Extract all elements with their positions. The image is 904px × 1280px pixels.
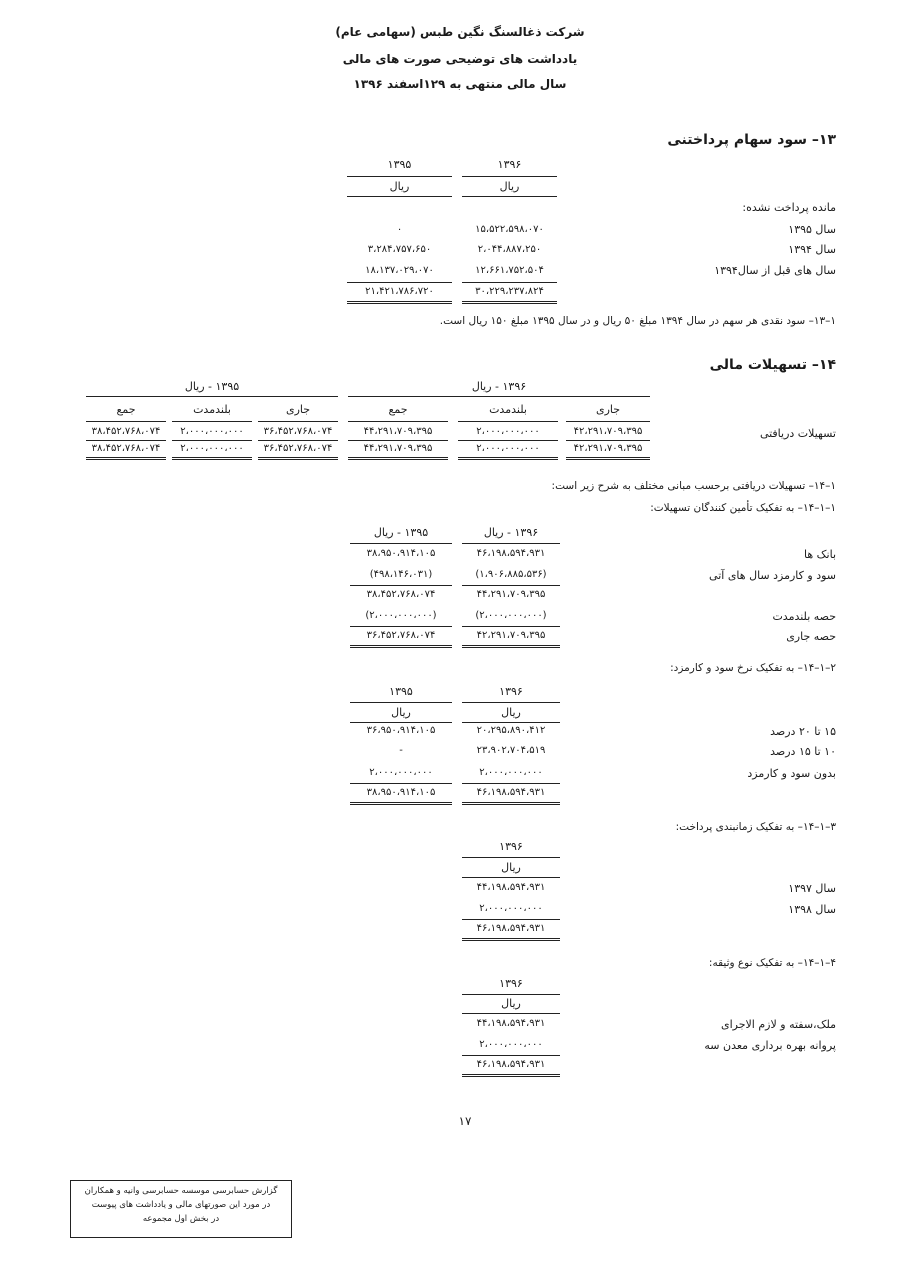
t3-total: ۴۶،۱۹۸،۵۹۴،۹۳۱ (476, 923, 546, 934)
s13-remain-label: مانده پرداخت نشده: (742, 201, 836, 214)
s14-note-1-4: ۴–۱–۱۴– به تفکیک نوع وثیقه: (708, 957, 836, 969)
report-subtitle: یادداشت های توضیحی صورت های مالی (342, 52, 578, 66)
s13-note: ۱–۱۳– سود نقدی هر سهم در سال ۱۳۹۴ مبلغ ۵۰ ریال و در سال ۱۳۹۵ مبلغ ۱۵۰ ریال است. (439, 315, 836, 327)
t4-value: ۴۴،۱۹۸،۵۹۴،۹۳۱ (476, 1018, 546, 1029)
s14-1395-long: ۲،۰۰۰،۰۰۰،۰۰۰ (180, 443, 244, 454)
t3-unit: ریال (501, 861, 521, 874)
s14-1395-total: ۳۸،۴۵۲،۷۶۸،۰۷۴ (91, 426, 161, 437)
divider (462, 857, 560, 858)
divider (462, 282, 557, 283)
divider (347, 176, 452, 177)
t2-total-1395: ۳۸،۹۵۰،۹۱۴،۱۰۵ (366, 787, 436, 798)
t4-total: ۴۶،۱۹۸،۵۹۴،۹۳۱ (476, 1059, 546, 1070)
divider (350, 722, 452, 723)
s14-row-label: تسهیلات دریافتی (759, 427, 836, 440)
s13-row-value-1396: ۱۵،۵۲۲،۵۹۸،۰۷۰ (475, 224, 544, 235)
t2-unit-1396: ریال (501, 706, 521, 719)
t3-col-1396: ۱۳۹۶ (499, 840, 523, 853)
s14-note-1: ۱–۱۴– تسهیلات دریافتی برحسب مبانی مختلف به شرح زیر است: (551, 480, 836, 492)
t3-row-label: سال ۱۳۹۷ (788, 882, 836, 895)
s14-col-total: جمع (116, 403, 136, 416)
s14-group-1396: ۱۳۹۶ - ریال (471, 380, 527, 393)
s14-1396-total: ۴۴،۲۹۱،۷۰۹،۳۹۵ (363, 443, 433, 454)
divider (350, 626, 452, 627)
t1-row-label: سود و کارمزد سال های آتی (709, 569, 836, 582)
divider (462, 877, 560, 878)
t2-row-label: بدون سود و کارمزد (747, 767, 836, 780)
s14-col-long: بلندمدت (489, 403, 527, 416)
t2-col-1396: ۱۳۹۶ (499, 685, 523, 698)
s13-col-1396: ۱۳۹۶ (497, 158, 522, 171)
t1-long-1396: (۲،۰۰۰،۰۰۰،۰۰۰) (475, 610, 547, 621)
t2-col-1395: ۱۳۹۵ (389, 685, 413, 698)
t1-value-1395: (۴۹۸،۱۴۶،۰۳۱) (369, 569, 433, 580)
divider (462, 702, 560, 703)
divider (566, 440, 650, 441)
divider (86, 440, 166, 441)
divider (462, 722, 560, 723)
section-14-title: ۱۴– تسهیلات مالی (709, 357, 836, 373)
s14-1396-long: ۲،۰۰۰،۰۰۰،۰۰۰ (476, 443, 540, 454)
double-underline (458, 457, 558, 460)
company-name: شرکت ذغالسنگ نگین طبس (سهامی عام) (335, 25, 585, 39)
double-underline (462, 938, 560, 941)
s14-col-total: جمع (388, 403, 408, 416)
s13-unit-1395: ریال (389, 180, 410, 193)
s14-note-1-1: ۱–۱–۱۴– به تفکیک تأمین کنندگان تسهیلات: (650, 502, 836, 514)
t1-long-label: حصه بلندمدت (772, 610, 836, 623)
s13-col-1395: ۱۳۹۵ (387, 158, 412, 171)
double-underline (350, 802, 452, 805)
divider (462, 585, 560, 586)
t1-subtotal-1396: ۴۴،۲۹۱،۷۰۹،۳۹۵ (476, 589, 546, 600)
report-period: سال مالی منتهی به ۱۲۹اسفند ۱۳۹۶ (353, 77, 567, 91)
s14-1396-total: ۴۴،۲۹۱،۷۰۹،۳۹۵ (363, 426, 433, 437)
divider (462, 1055, 560, 1056)
t3-value: ۲،۰۰۰،۰۰۰،۰۰۰ (479, 903, 543, 914)
double-underline (258, 457, 338, 460)
t2-value-1396: ۲۰،۲۹۵،۸۹۰،۴۱۲ (476, 725, 546, 736)
t1-col-1395: ۱۳۹۵ - ریال (373, 526, 429, 539)
s14-col-current: جاری (595, 403, 621, 416)
divider (350, 585, 452, 586)
s14-col-long: بلندمدت (193, 403, 231, 416)
t1-row-label: بانک ها (804, 548, 836, 561)
double-underline (462, 802, 560, 805)
t1-value-1395: ۳۸،۹۵۰،۹۱۴،۱۰۵ (366, 548, 436, 559)
divider (462, 196, 557, 197)
s13-row-label: سال ۱۳۹۴ (788, 243, 836, 256)
s14-1396-current: ۴۲،۲۹۱،۷۰۹،۳۹۵ (573, 426, 643, 437)
divider (348, 440, 448, 441)
divider (348, 421, 448, 422)
audit-stamp (70, 1180, 292, 1238)
t3-row-label: سال ۱۳۹۸ (788, 903, 836, 916)
double-underline (347, 301, 452, 304)
t1-long-1395: (۲،۰۰۰،۰۰۰،۰۰۰) (365, 610, 437, 621)
t4-unit: ریال (501, 997, 521, 1010)
t2-value-1395: ۳۶،۹۵۰،۹۱۴،۱۰۵ (366, 725, 436, 736)
s13-row-value-1396: ۲،۰۴۴،۸۸۷،۲۵۰ (477, 244, 542, 255)
t1-value-1396: ۴۶،۱۹۸،۵۹۴،۹۳۱ (476, 548, 546, 559)
double-underline (462, 301, 557, 304)
t4-row-label: ملک،سفته و لازم الاجرای (721, 1018, 836, 1031)
divider (258, 440, 338, 441)
t2-unit-1395: ریال (391, 706, 411, 719)
divider (348, 396, 650, 397)
divider (347, 282, 452, 283)
double-underline (86, 457, 166, 460)
divider (86, 396, 338, 397)
s14-1396-long: ۲،۰۰۰،۰۰۰،۰۰۰ (476, 426, 540, 437)
s13-row-value-1395: ۰ (396, 224, 403, 235)
double-underline (462, 645, 560, 648)
double-underline (348, 457, 448, 460)
divider (462, 543, 560, 544)
section-13-title: ۱۳– سود سهام پرداختنی (667, 132, 836, 148)
s13-total-1395: ۲۱،۴۲۱،۷۸۶،۷۲۰ (365, 286, 434, 297)
divider (258, 421, 338, 422)
s14-note-1-3: ۳–۱–۱۴– به تفکیک زمانبندی پرداخت: (675, 821, 836, 833)
divider (350, 543, 452, 544)
t1-value-1396: (۱،۹۰۶،۸۸۵،۵۳۶) (475, 569, 547, 580)
s13-row-label: سال ۱۳۹۵ (788, 223, 836, 236)
stamp-line: در مورد این صورتهای مالی و یادداشت های پیوست (91, 1200, 271, 1210)
divider (458, 421, 558, 422)
divider (462, 176, 557, 177)
double-underline (462, 1074, 560, 1077)
t4-row-label: پروانه بهره برداری معدن سه (704, 1039, 836, 1052)
s14-col-current: جاری (285, 403, 311, 416)
t2-total-1396: ۴۶،۱۹۸،۵۹۴،۹۳۱ (476, 787, 546, 798)
divider (458, 440, 558, 441)
double-underline (566, 457, 650, 460)
t1-current-1396: ۴۲،۲۹۱،۷۰۹،۳۹۵ (476, 630, 546, 641)
stamp-line: در بخش اول مجموعه (142, 1214, 220, 1224)
t1-current-1395: ۳۶،۴۵۲،۷۶۸،۰۷۴ (366, 630, 436, 641)
page-number: ۱۷ (458, 1114, 472, 1128)
divider (462, 919, 560, 920)
s14-1395-current: ۳۶،۴۵۲،۷۶۸،۰۷۴ (263, 426, 333, 437)
divider (86, 421, 166, 422)
divider (462, 1013, 560, 1014)
divider (350, 702, 452, 703)
t1-subtotal-1395: ۳۸،۴۵۲،۷۶۸،۰۷۴ (366, 589, 436, 600)
t2-value-1395: - (399, 745, 403, 756)
s14-1396-current: ۴۲،۲۹۱،۷۰۹،۳۹۵ (573, 443, 643, 454)
t3-value: ۴۴،۱۹۸،۵۹۴،۹۳۱ (476, 882, 546, 893)
s14-1395-current: ۳۶،۴۵۲،۷۶۸،۰۷۴ (263, 443, 333, 454)
divider (172, 440, 252, 441)
s13-row-value-1395: ۱۸،۱۳۷،۰۲۹،۰۷۰ (365, 265, 434, 276)
divider (462, 994, 560, 995)
divider (462, 626, 560, 627)
s13-unit-1396: ریال (499, 180, 520, 193)
s14-group-1395: ۱۳۹۵ - ریال (184, 380, 240, 393)
divider (347, 196, 452, 197)
t4-col-1396: ۱۳۹۶ (499, 977, 523, 990)
s14-note-1-2: ۲–۱–۱۴– به تفکیک نرخ سود و کارمزد: (670, 662, 836, 674)
double-underline (172, 457, 252, 460)
s14-1395-total: ۳۸،۴۵۲،۷۶۸،۰۷۴ (91, 443, 161, 454)
divider (566, 421, 650, 422)
t2-row-label: ۱۰ تا ۱۵ درصد (770, 745, 836, 758)
t2-value-1396: ۲۳،۹۰۲،۷۰۴،۵۱۹ (476, 745, 546, 756)
stamp-line: گزارش حسابرسی موسسه حسابرسی وانیه و همکاران (84, 1186, 278, 1196)
divider (172, 421, 252, 422)
t2-row-label: ۱۵ تا ۲۰ درصد (770, 725, 836, 738)
s13-row-value-1396: ۱۲،۶۶۱،۷۵۲،۵۰۴ (475, 265, 544, 276)
s13-row-value-1395: ۳،۲۸۴،۷۵۷،۶۵۰ (367, 244, 432, 255)
t1-col-1396: ۱۳۹۶ - ریال (483, 526, 539, 539)
s13-total-1396: ۳۰،۲۲۹،۲۳۷،۸۲۴ (475, 286, 544, 297)
double-underline (350, 645, 452, 648)
divider (350, 783, 452, 784)
t2-value-1395: ۲،۰۰۰،۰۰۰،۰۰۰ (369, 767, 433, 778)
divider (462, 783, 560, 784)
s13-row-label: سال های قبل از سال۱۳۹۴ (714, 264, 836, 277)
t4-value: ۲،۰۰۰،۰۰۰،۰۰۰ (479, 1039, 543, 1050)
t2-value-1396: ۲،۰۰۰،۰۰۰،۰۰۰ (479, 767, 543, 778)
s14-1395-long: ۲،۰۰۰،۰۰۰،۰۰۰ (180, 426, 244, 437)
t1-current-label: حصه جاری (786, 630, 836, 643)
